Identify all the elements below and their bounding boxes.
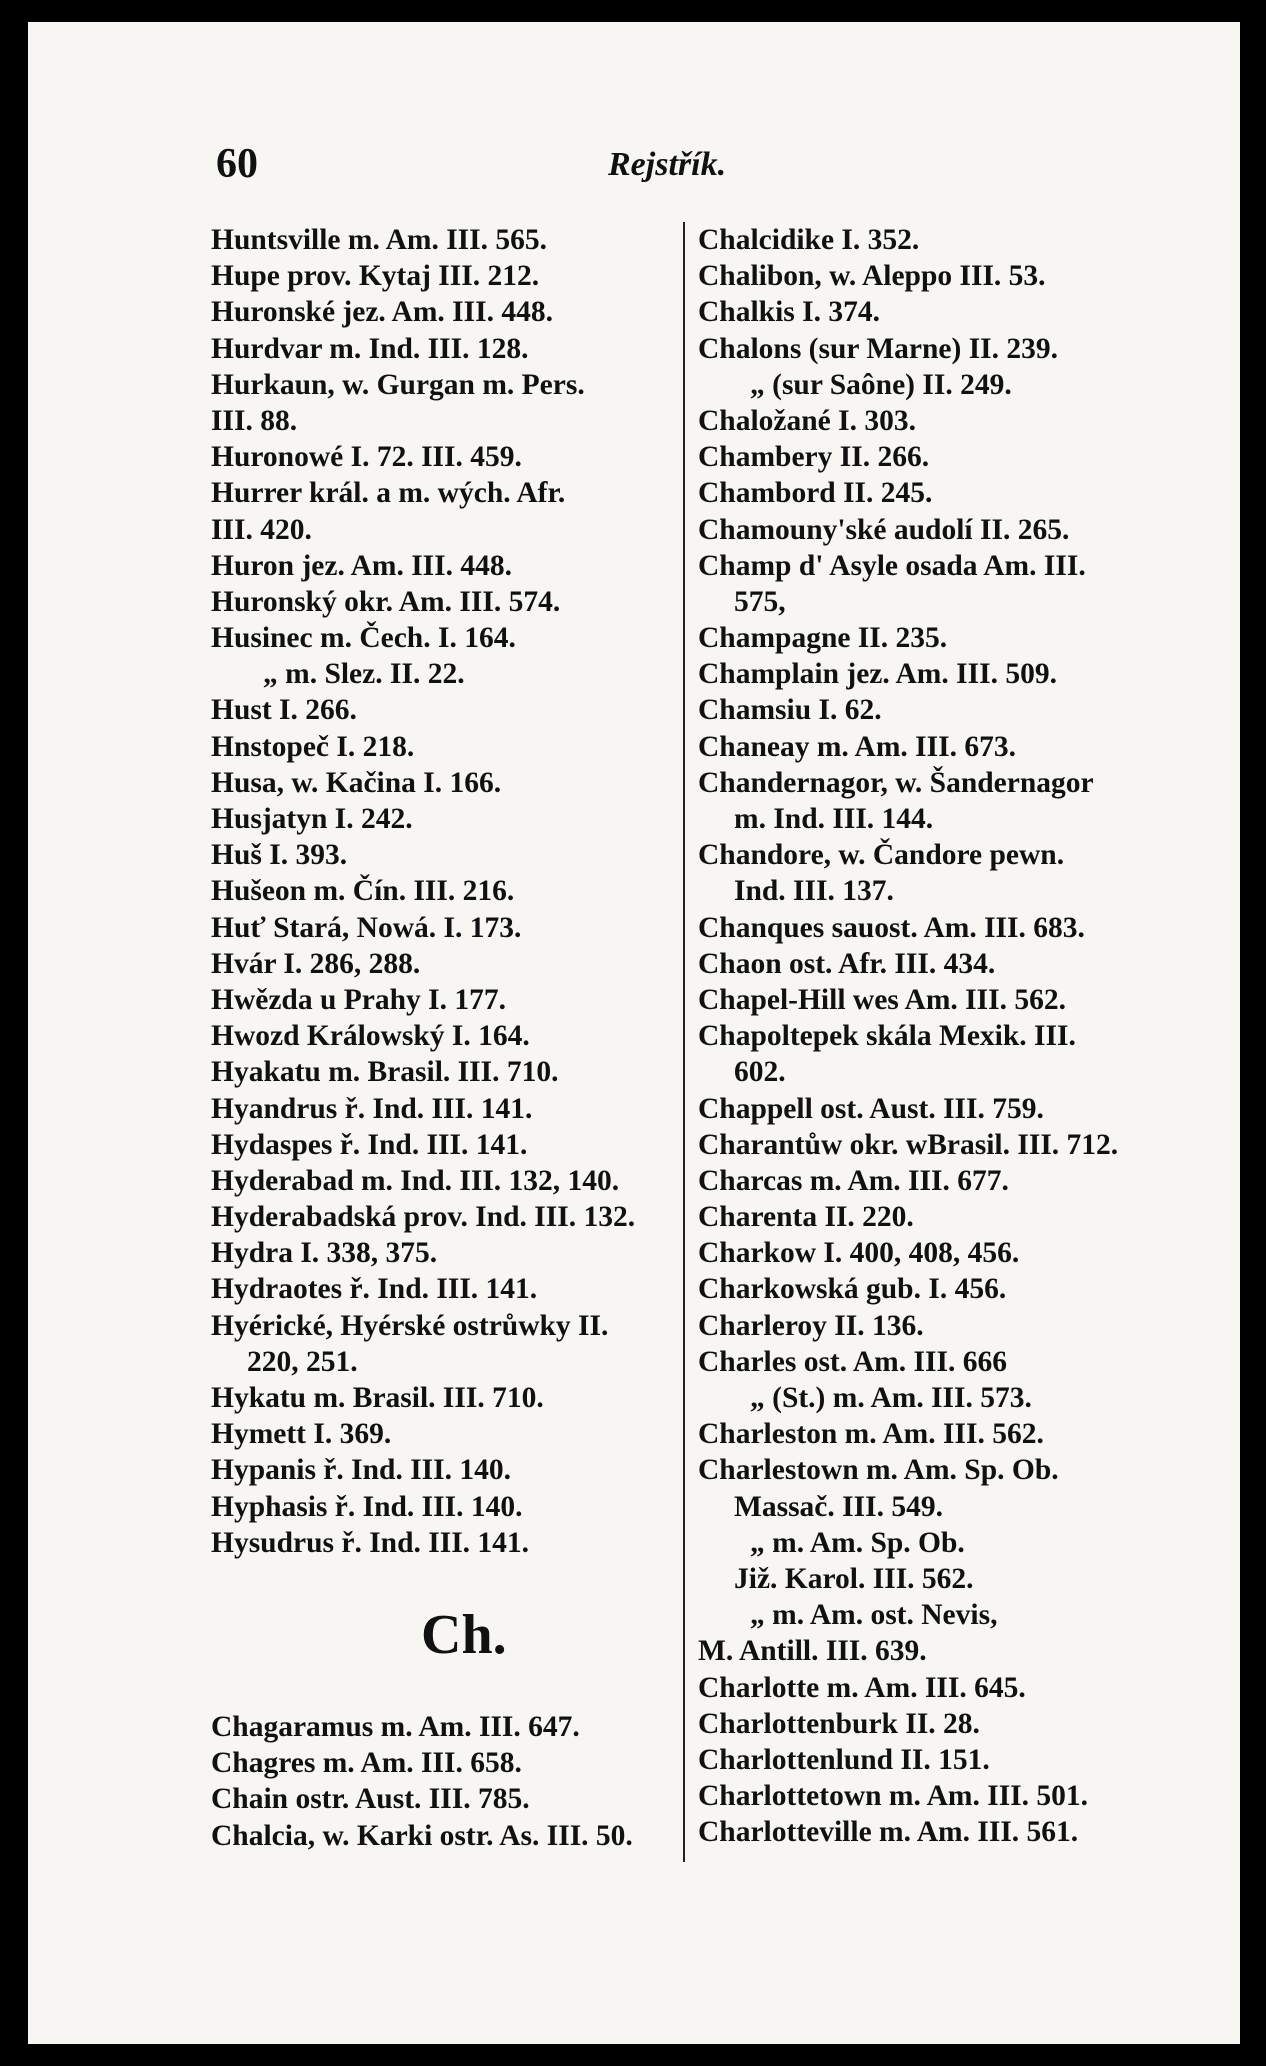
index-entry: Chanques sauost. Am. III. 683.: [698, 911, 1085, 944]
index-entry: Chalcia, w. Karki ostr. As. III. 50.: [211, 1819, 633, 1852]
index-entry: M. Antill. III. 639.: [698, 1635, 927, 1668]
index-entry: Chamsiu I. 62.: [698, 694, 882, 727]
index-entry: Chagres m. Am. III. 658.: [211, 1747, 522, 1780]
index-entry: „ m. Am. Sp. Ob.: [750, 1526, 965, 1559]
left-entries-after: [211, 1709, 711, 1854]
index-entry: Chandore, w. Čandore pewn.: [698, 839, 1065, 872]
column-divider: [683, 222, 685, 1862]
index-entry: Charkowská gub. I. 456.: [698, 1273, 1007, 1306]
index-entry: Chalons (sur Marne) II. 239.: [698, 332, 1059, 365]
index-entry: Huť Stará, Nowá. I. 173.: [211, 911, 522, 944]
index-entry: Massač. III. 549.: [734, 1490, 943, 1523]
index-entry: Charlotte m. Am. III. 645.: [698, 1671, 1026, 1704]
index-entry: Chappell ost. Aust. III. 759.: [698, 1092, 1044, 1125]
index-entry: Hymett I. 369.: [211, 1418, 392, 1451]
index-entry: Chalcidike I. 352.: [698, 224, 920, 256]
index-entry: Chaneay m. Am. III. 673.: [698, 730, 1016, 763]
index-entry: Charleroy II. 136.: [698, 1309, 924, 1342]
index-entry: Hydaspes ř. Ind. III. 141.: [211, 1128, 528, 1161]
index-entry: m. Ind. III. 144.: [734, 803, 934, 835]
index-entry: Charkow I. 400, 408, 456.: [698, 1237, 1020, 1270]
index-entry: Chambery II. 266.: [698, 441, 930, 474]
index-entry: Chalibon, w. Aleppo III. 53.: [698, 260, 1046, 293]
index-entry: Charles ost. Am. III. 666: [698, 1345, 1007, 1378]
index-entry: Chagaramus m. Am. III. 647.: [211, 1710, 580, 1743]
index-entry: Ind. III. 137.: [734, 875, 894, 908]
index-entry: Hysudrus ř. Ind. III. 141.: [211, 1526, 530, 1559]
index-entry: Hypanis ř. Ind. III. 140.: [211, 1454, 512, 1487]
index-entry: „ (sur Saône) II. 249.: [750, 368, 1012, 401]
index-entry: Champlain jez. Am. III. 509.: [698, 658, 1057, 691]
left-column: [211, 222, 711, 1854]
index-entry: Hust I. 266.: [211, 694, 357, 727]
index-entry: Hvár I. 286, 288.: [211, 947, 421, 980]
index-entry: Charlottenburk II. 28.: [698, 1707, 980, 1740]
index-entry: Hnstopeč I. 218.: [211, 730, 415, 763]
index-entry: Chalkis I. 374.: [698, 296, 880, 329]
index-entry: Hwězda u Prahy I. 177.: [211, 983, 506, 1016]
index-entry: III. 88.: [211, 404, 298, 437]
index-entry: Hydra I. 338, 375.: [211, 1237, 438, 1270]
index-entry: III. 420.: [211, 513, 312, 546]
index-entry: Charlestown m. Am. Sp. Ob.: [698, 1454, 1059, 1487]
index-entry: Hyderabadská prov. Ind. III. 132.: [211, 1201, 636, 1234]
index-entry: Hyakatu m. Brasil. III. 710.: [211, 1056, 559, 1089]
index-entry: Huron jez. Am. III. 448.: [211, 549, 513, 582]
index-entry: Chaložané I. 303.: [698, 404, 916, 437]
index-entry: 575,: [734, 585, 786, 618]
index-entry: Charantůw okr. wBrasil. III. 712.: [698, 1128, 1119, 1161]
index-entry: Charenta II. 220.: [698, 1201, 914, 1234]
index-entry: Husinec m. Čech. I. 164.: [211, 622, 516, 655]
index-entry: 602.: [734, 1056, 786, 1089]
index-entry: Huš I. 393.: [211, 839, 348, 872]
index-entry: Champagne II. 235.: [698, 622, 948, 655]
index-entry: Charleston m. Am. III. 562.: [698, 1418, 1044, 1451]
index-entry: Hušeon m. Čín. III. 216.: [211, 875, 515, 908]
book-page: [28, 22, 1240, 2044]
index-entry: Hykatu m. Brasil. III. 710.: [211, 1382, 544, 1414]
index-entry: Charlotteville m. Am. III. 561.: [698, 1816, 1079, 1849]
right-column: [698, 222, 1218, 1850]
index-entry: 220, 251.: [247, 1345, 358, 1378]
index-entry: Chapel-Hill wes Am. III. 562.: [698, 983, 1066, 1016]
running-title: Rejstřík.: [608, 146, 727, 183]
index-entry: Charcas m. Am. III. 677.: [698, 1164, 1009, 1197]
index-entry: Hyérické, Hyérské ostrůwky II.: [211, 1309, 609, 1342]
index-entry: Charlottetown m. Am. III. 501.: [698, 1780, 1089, 1813]
index-entry: Huntsville m. Am. III. 565.: [211, 224, 548, 256]
index-entry: Husjatyn I. 242.: [211, 803, 413, 835]
index-entry: Champ d' Asyle osada Am. III.: [698, 549, 1086, 582]
index-entry: Chamouny'ské audolí II. 265.: [698, 513, 1070, 546]
left-entries: [211, 222, 711, 1561]
index-entry: Husa, w. Kačina I. 166.: [211, 766, 502, 799]
index-entry: Huronowé I. 72. III. 459.: [211, 441, 522, 474]
section-heading: Ch.: [421, 1603, 507, 1666]
index-entry: Hyphasis ř. Ind. III. 140.: [211, 1490, 523, 1523]
index-entry: Již. Karol. III. 562.: [734, 1562, 974, 1595]
index-entry: Hurkaun, w. Gurgan m. Pers.: [211, 368, 585, 401]
index-entry: Chaon ost. Afr. III. 434.: [698, 947, 996, 980]
index-entry: Chandernagor, w. Šandernagor: [698, 766, 1094, 799]
index-entry: Chambord II. 245.: [698, 477, 933, 510]
index-entry: Chain ostr. Aust. III. 785.: [211, 1783, 530, 1816]
right-entries: [698, 222, 1218, 1850]
index-entry: Chapoltepek skála Mexik. III.: [698, 1020, 1076, 1053]
page-header: [28, 122, 1240, 192]
index-entry: Huronské jez. Am. III. 448.: [211, 296, 554, 329]
index-entry: „ (St.) m. Am. III. 573.: [750, 1382, 1032, 1414]
index-entry: „ m. Slez. II. 22.: [263, 658, 465, 691]
index-entry: Hupe prov. Kytaj III. 212.: [211, 260, 540, 293]
index-entry: Hyderabad m. Ind. III. 132, 140.: [211, 1164, 620, 1197]
index-entry: Hurrer král. a m. wých. Afr.: [211, 477, 566, 510]
index-entry: Hurdvar m. Ind. III. 128.: [211, 332, 529, 365]
index-entry: Hyandrus ř. Ind. III. 141.: [211, 1092, 533, 1125]
page-number: 60: [216, 141, 258, 187]
index-entry: Hwozd Králowský I. 164.: [211, 1020, 530, 1053]
index-entry: Charlottenlund II. 151.: [698, 1743, 990, 1776]
index-entry: „ m. Am. ost. Nevis,: [750, 1599, 998, 1632]
index-entry: Huronský okr. Am. III. 574.: [211, 585, 561, 618]
index-entry: Hydraotes ř. Ind. III. 141.: [211, 1273, 538, 1306]
